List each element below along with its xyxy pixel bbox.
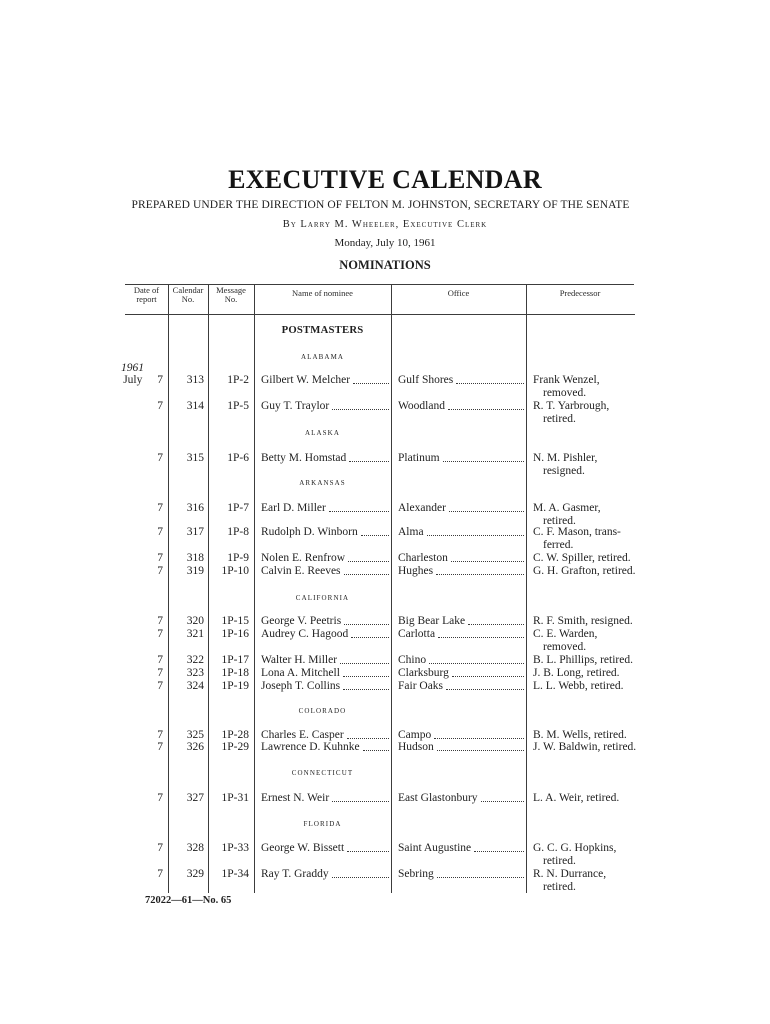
column-header-office: Office [447,288,470,298]
calendar-number: 324 [186,680,204,692]
message-number: 1P-16 [221,628,249,640]
date-of-report: 7 [157,792,163,804]
predecessor-line: retired. [543,881,576,893]
date-of-report: 7 [157,842,163,854]
predecessor-line: retired. [543,515,576,527]
nominee-cell [261,741,390,754]
office-name: Gulf Shores [398,374,454,386]
date-of-report: 7 [157,502,163,514]
dot-leader [427,535,524,536]
message-number: 1P-6 [227,452,249,464]
state-heading: CONNECTICUT [291,768,354,777]
office-cell [398,654,525,667]
message-number: 1P-34 [221,868,249,880]
office-name: East Glastonbury [398,792,478,804]
calendar-number: 322 [186,654,204,666]
nominee-cell [261,526,390,539]
predecessor-line: ferred. [543,539,574,551]
calendar-number: 329 [186,868,204,880]
office-name: Carlotta [398,628,436,640]
date-of-report: 7 [157,526,163,538]
nominee-name: Calvin E. Reeves [261,565,341,577]
nominee-cell [261,680,390,693]
office-cell [398,452,525,465]
state-heading: ALABAMA [300,352,345,361]
date-of-report: 7 [157,628,163,640]
dot-leader [449,511,524,512]
nomination-row [0,680,770,693]
office-cell [398,842,525,855]
predecessor-cell [533,615,633,628]
office-cell [398,400,525,413]
prepared-by-line: PREPARED UNDER THE DIRECTION OF FELTON M. JOHNSTON, SECRETARY OF THE SENATE [131,199,630,211]
column-header-line: Message [216,285,246,295]
dot-leader [436,574,524,575]
nominee-cell [261,374,390,387]
column-header-line: Date of [133,285,160,295]
dot-leader [353,383,389,384]
office-name: Clarksburg [398,667,449,679]
nominee-cell [261,502,390,515]
nominee-cell [261,842,390,855]
calendar-number: 327 [186,792,204,804]
predecessor-line: B. M. Wells, retired. [533,729,627,741]
column-header-line: No. [224,293,238,304]
date-of-report: 7 [157,565,163,577]
calendar-number: 320 [186,615,204,627]
predecessor-cell [533,374,600,400]
message-number: 1P-31 [221,792,249,804]
office-cell [398,741,525,754]
document-code: 72022—61—No. 65 [145,895,232,906]
dot-leader [456,383,524,384]
office-name: Big Bear Lake [398,615,466,627]
column-header-nominee: Name of nominee [292,288,353,298]
dot-leader [332,801,389,802]
calendar-number: 319 [186,565,204,577]
predecessor-cell [533,628,597,654]
nominee-name: Rudolph D. Winborn [261,526,358,538]
column-header-line: report [136,293,157,304]
nominee-name: Nolen E. Renfrow [261,552,345,564]
nominee-cell [261,552,390,565]
nomination-row [0,552,770,565]
office-name: Alma [398,526,424,538]
calendar-number: 325 [186,729,204,741]
date-of-report: 7 [157,552,163,564]
dot-leader [332,877,389,878]
dot-leader [343,689,389,690]
dot-leader [446,689,524,690]
nomination-row [0,615,770,628]
dot-leader [340,663,389,664]
message-number: 1P-8 [227,526,249,538]
nominee-cell [261,654,390,667]
nominee-name: Guy T. Traylor [261,400,330,412]
nominee-name: George W. Bissett [261,842,345,854]
office-name: Saint Augustine [398,842,472,854]
office-cell [398,680,525,693]
calendar-number: 318 [186,552,204,564]
message-number: 1P-19 [221,680,249,692]
predecessor-line: C. F. Mason, trans- [533,526,621,538]
predecessor-cell [533,868,606,894]
dot-leader [332,409,389,410]
predecessor-line: Frank Wenzel, [533,374,600,386]
office-name: Fair Oaks [398,680,444,692]
office-name: Hughes [398,565,434,577]
dot-leader [437,750,524,751]
calendar-number: 328 [186,842,204,854]
dot-leader [451,561,524,562]
dot-leader [474,851,524,852]
dot-leader [434,738,524,739]
predecessor-line: R. N. Durrance, [533,868,607,880]
nomination-row [0,400,770,425]
table-header-rule [125,314,635,315]
predecessor-cell [533,680,624,693]
column-header-line: Calendar [172,285,204,295]
dot-leader [443,461,524,462]
date-of-report: 7 [157,741,163,753]
dot-leader [343,676,389,677]
nomination-row [0,526,770,551]
office-cell [398,374,525,387]
nominee-name: Earl D. Miller [261,502,326,514]
predecessor-line: C. W. Spiller, retired. [533,552,631,564]
nomination-row [0,628,770,653]
state-heading: FLORIDA [303,819,342,828]
predecessor-cell [533,565,636,578]
date-of-report: 7 [157,452,163,464]
office-cell [398,565,525,578]
predecessor-line: L. L. Webb, retired. [533,680,624,692]
predecessor-line: M. A. Gasmer, [533,502,601,514]
nominee-name: Gilbert W. Melcher [261,374,351,386]
office-name: Alexander [398,502,446,514]
message-number: 1P-5 [227,400,249,412]
state-heading: COLORADO [298,706,347,715]
nominee-name: Joseph T. Collins [261,680,341,692]
nomination-row [0,741,770,754]
nomination-row [0,502,770,527]
office-cell [398,667,525,680]
predecessor-cell [533,842,616,868]
nomination-row [0,792,770,805]
dot-leader [438,637,524,638]
message-number: 1P-18 [221,667,249,679]
column-header-line: No. [181,293,195,304]
predecessor-cell [533,526,621,552]
calendar-number: 326 [186,741,204,753]
dot-leader [448,409,524,410]
dot-leader [351,637,389,638]
office-cell [398,526,525,539]
nominee-name: George V. Peetris [261,615,342,627]
predecessor-line: removed. [543,641,587,653]
column-header-calendar-no [168,286,208,303]
dot-leader [348,561,389,562]
date-of-report: 7 [157,667,163,679]
predecessor-line: resigned. [543,465,585,477]
office-cell [398,868,525,881]
predecessor-line: retired. [543,413,576,425]
office-cell [398,628,525,641]
message-number: 1P-10 [221,565,249,577]
category-heading: POSTMASTERS [281,324,364,336]
nominee-name: Walter H. Miller [261,654,338,666]
predecessor-line: N. M. Pishler, [533,452,598,464]
predecessor-cell [533,654,633,667]
nomination-row [0,374,770,399]
nominee-cell [261,628,390,641]
calendar-date: Monday, July 10, 1961 [334,237,436,249]
dot-leader [329,511,389,512]
predecessor-line: G. H. Grafton, retired. [533,565,636,577]
state-heading: CALIFORNIA [295,593,350,602]
message-number: 1P-2 [227,374,249,386]
date-of-report: July 7 [123,374,163,386]
nomination-row [0,654,770,667]
date-of-report: 7 [157,680,163,692]
calendar-number: 314 [186,400,204,412]
nominee-cell [261,792,390,805]
dot-leader [468,624,524,625]
date-of-report: 7 [157,729,163,741]
dot-leader [347,738,389,739]
date-of-report: 7 [157,654,163,666]
predecessor-line: J. W. Baldwin, retired. [533,741,637,753]
office-name: Chino [398,654,427,666]
predecessor-line: removed. [543,387,587,399]
calendar-number: 323 [186,667,204,679]
message-number: 1P-33 [221,842,249,854]
state-heading: ARKANSAS [299,478,346,487]
nominee-cell [261,667,390,680]
predecessor-cell [533,552,631,565]
nominee-cell [261,400,390,413]
predecessor-cell [533,667,620,680]
column-header-message-no [208,286,254,303]
predecessor-cell [533,741,636,754]
nomination-row [0,868,770,893]
date-of-report: 7 [157,868,163,880]
predecessor-line: G. C. G. Hopkins, [533,842,617,854]
year-label: 1961 [121,362,144,374]
section-title: NOMINATIONS [339,258,431,272]
dot-leader [361,535,389,536]
predecessor-line: J. B. Long, retired. [533,667,620,679]
nominee-name: Ernest N. Weir [261,792,330,804]
predecessor-line: L. A. Weir, retired. [533,792,620,804]
predecessor-line: retired. [543,855,576,867]
state-heading: ALASKA [305,428,340,437]
dot-leader [344,574,389,575]
nomination-row [0,452,770,477]
nominee-cell [261,452,390,465]
calendar-number: 321 [186,628,204,640]
predecessor-cell [533,400,609,426]
dot-leader [349,461,389,462]
office-name: Woodland [398,400,445,412]
nominee-cell [261,565,390,578]
nominee-name: Audrey C. Hagood [261,628,349,640]
predecessor-line: B. L. Phillips, retired. [533,654,633,666]
nominee-cell [261,615,390,628]
nominee-name: Betty M. Homstad [261,452,347,464]
nomination-row [0,667,770,680]
predecessor-line: C. E. Warden, [533,628,598,640]
nominee-name: Ray T. Graddy [261,868,329,880]
predecessor-line: R. T. Yarbrough, [533,400,610,412]
office-cell [398,552,525,565]
office-name: Charleston [398,552,448,564]
nominee-name: Lona A. Mitchell [261,667,340,679]
message-number: 1P-17 [221,654,249,666]
nominee-cell [261,868,390,881]
message-number: 1P-7 [227,502,249,514]
dot-leader [344,624,389,625]
calendar-number: 317 [186,526,204,538]
office-name: Campo [398,729,432,741]
date-of-report: 7 [157,400,163,412]
predecessor-cell [533,502,601,528]
column-header-predecessor: Predecessor [559,288,601,298]
nomination-row [0,842,770,867]
office-cell [398,502,525,515]
office-name: Platinum [398,452,440,464]
dot-leader [481,801,524,802]
dot-leader [347,851,389,852]
date-of-report: 7 [157,615,163,627]
dot-leader [363,750,389,751]
message-number: 1P-15 [221,615,249,627]
calendar-title: EXECUTIVE CALENDAR [228,165,542,194]
message-number: 1P-28 [221,729,249,741]
calendar-number: 315 [186,452,204,464]
office-cell [398,615,525,628]
message-number: 1P-9 [227,552,249,564]
dot-leader [429,663,524,664]
dot-leader [437,877,524,878]
nominee-name: Lawrence D. Kuhnke [261,741,360,753]
calendar-number: 316 [186,502,204,514]
office-name: Hudson [398,741,434,753]
predecessor-cell [533,452,597,478]
predecessor-line: R. F. Smith, resigned. [533,615,633,627]
dot-leader [452,676,524,677]
office-cell [398,792,525,805]
predecessor-cell [533,792,619,805]
nomination-row [0,565,770,578]
executive-clerk-line: By Larry M. Wheeler, Executive Clerk [282,219,488,230]
message-number: 1P-29 [221,741,249,753]
nominee-name: Charles E. Casper [261,729,344,741]
column-header-date-of-report [125,286,168,303]
office-name: Sebring [398,868,434,880]
calendar-number: 313 [186,374,204,386]
